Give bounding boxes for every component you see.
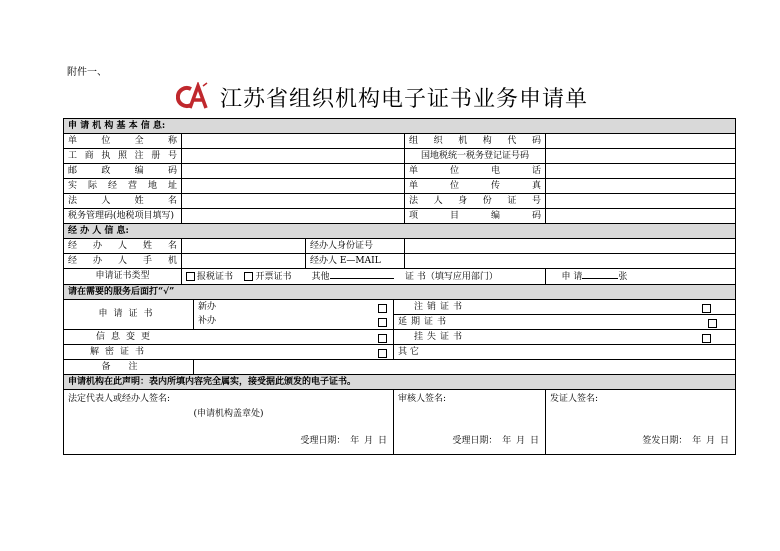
attachment-label: 附件一、 [67, 67, 107, 78]
reviewer-sign-label: 审核人签名: [398, 394, 447, 404]
cert-type-options [182, 269, 546, 285]
loss-cert-checkbox[interactable] [702, 334, 711, 343]
seal-placeholder: (申请机构盖章处) [193, 409, 264, 419]
agent-name-label: 经办人姓名 [64, 239, 182, 254]
reissue-cert-cell [194, 315, 394, 330]
agent-id-field[interactable] [405, 239, 736, 254]
issuer-sign-label: 发证人签名: [550, 394, 599, 404]
invoice-cert-checkbox[interactable] [244, 272, 253, 281]
postcode-field[interactable] [182, 164, 405, 179]
agent-email-field[interactable] [405, 254, 736, 269]
change-info-cell [64, 330, 394, 345]
tax-cert-checkbox[interactable] [186, 272, 195, 281]
other-cert-label: 其他 [311, 272, 330, 282]
invoice-cert-label: 开票证书 [255, 272, 292, 282]
tax-cert-label: 报税证书 [197, 272, 234, 282]
legal-id-label: 法人身份证号 [405, 194, 546, 209]
legal-name-field[interactable] [182, 194, 405, 209]
extend-cert-checkbox[interactable] [708, 319, 717, 328]
apply-label: 申 请 [561, 272, 583, 282]
unlock-cert-label: 解密证书 [90, 346, 151, 357]
issue-date: 签发日期： 年 月 日 [642, 436, 730, 446]
project-code-label: 项目编码 [405, 209, 546, 224]
tax-admin-label: 税务管理码(地税项目填写) [64, 209, 182, 224]
cert-qty-blank[interactable] [582, 269, 618, 279]
qty-unit: 张 [618, 272, 628, 282]
org-name-field[interactable] [182, 134, 405, 149]
agent-email-label: 经办人 E—MAIL [306, 254, 405, 269]
reissue-cert-label: 补办 [198, 316, 217, 327]
agent-id-label: 经办人身份证号 [306, 239, 405, 254]
fax-label: 单位传真 [405, 179, 546, 194]
agent-section-header: 经 办 人 信 息: [64, 224, 736, 239]
legal-name-label: 法人姓名 [64, 194, 182, 209]
new-cert-checkbox[interactable] [378, 304, 387, 313]
title-row [176, 80, 588, 114]
other-service-label: 其 它 [398, 346, 419, 357]
extend-cert-label: 延期证书 [398, 316, 451, 327]
org-name-label: 单位全称 [64, 134, 182, 149]
address-field[interactable] [182, 179, 405, 194]
tax-admin-field[interactable] [182, 209, 405, 224]
accept-date: 受理日期： 年 月 日 [300, 436, 387, 446]
service-section-header: 请在需要的服务后面打“√” [64, 285, 736, 300]
org-code-label: 组织机构代码 [405, 134, 546, 149]
legal-id-field[interactable] [546, 194, 736, 209]
org-section-header: 申 请 机 构 基 本 信 息: [64, 119, 736, 134]
change-info-checkbox[interactable] [378, 334, 387, 343]
postcode-label: 邮政编码 [64, 164, 182, 179]
phone-label: 单位电话 [405, 164, 546, 179]
extend-cert-cell [394, 315, 736, 330]
issuer-sign-cell[interactable] [546, 390, 736, 455]
reviewer-sign-cell[interactable] [394, 390, 546, 455]
agent-mobile-field[interactable] [182, 254, 306, 269]
address-label: 实际经营地址 [64, 179, 182, 194]
cancel-cert-label: 注销证书 [414, 301, 467, 312]
other-cert-blank[interactable] [330, 269, 394, 279]
change-info-label: 信息变更 [96, 331, 157, 342]
cert-type-label: 申请证书类型 [64, 269, 182, 285]
remark-field[interactable] [194, 360, 736, 375]
other-service-cell [394, 345, 736, 360]
cancel-cert-cell [394, 300, 736, 315]
remark-label: 备注 [64, 360, 194, 375]
apply-cert-label: 申请证书 [64, 300, 194, 330]
cancel-cert-checkbox[interactable] [702, 304, 711, 313]
tax-no-label: 国地税统一税务登记证号码 [405, 149, 546, 164]
fax-field[interactable] [546, 179, 736, 194]
cert-qty-cell [546, 269, 736, 285]
agent-name-field[interactable] [182, 239, 306, 254]
reg-no-field[interactable] [182, 149, 405, 164]
phone-field[interactable] [546, 164, 736, 179]
cert-dept-label: 证 书（填写应用部门） [404, 272, 498, 282]
loss-cert-cell [394, 330, 736, 345]
new-cert-cell [194, 300, 394, 315]
page-title: 江苏省组织机构电子证书业务申请单 [220, 86, 589, 112]
new-cert-label: 新办 [198, 301, 217, 312]
agent-mobile-label: 经办人手机 [64, 254, 182, 269]
legal-sign-cell[interactable] [64, 390, 394, 455]
unlock-cert-cell [64, 345, 394, 360]
declaration: 申请机构在此声明：表内所填内容完全属实，接受据此颁发的电子证书。 [64, 375, 736, 390]
legal-sign-label: 法定代表人或经办人签名: [68, 394, 171, 404]
review-date: 受理日期： 年 月 日 [452, 436, 539, 446]
loss-cert-label: 挂失证书 [414, 331, 467, 342]
application-form [63, 118, 736, 455]
reissue-cert-checkbox[interactable] [378, 318, 387, 327]
org-code-field[interactable] [546, 134, 736, 149]
reg-no-label: 工商执照注册号 [64, 149, 182, 164]
tax-no-field[interactable] [546, 149, 736, 164]
ca-logo-icon [176, 82, 210, 112]
project-code-field[interactable] [546, 209, 736, 224]
unlock-cert-checkbox[interactable] [378, 349, 387, 358]
